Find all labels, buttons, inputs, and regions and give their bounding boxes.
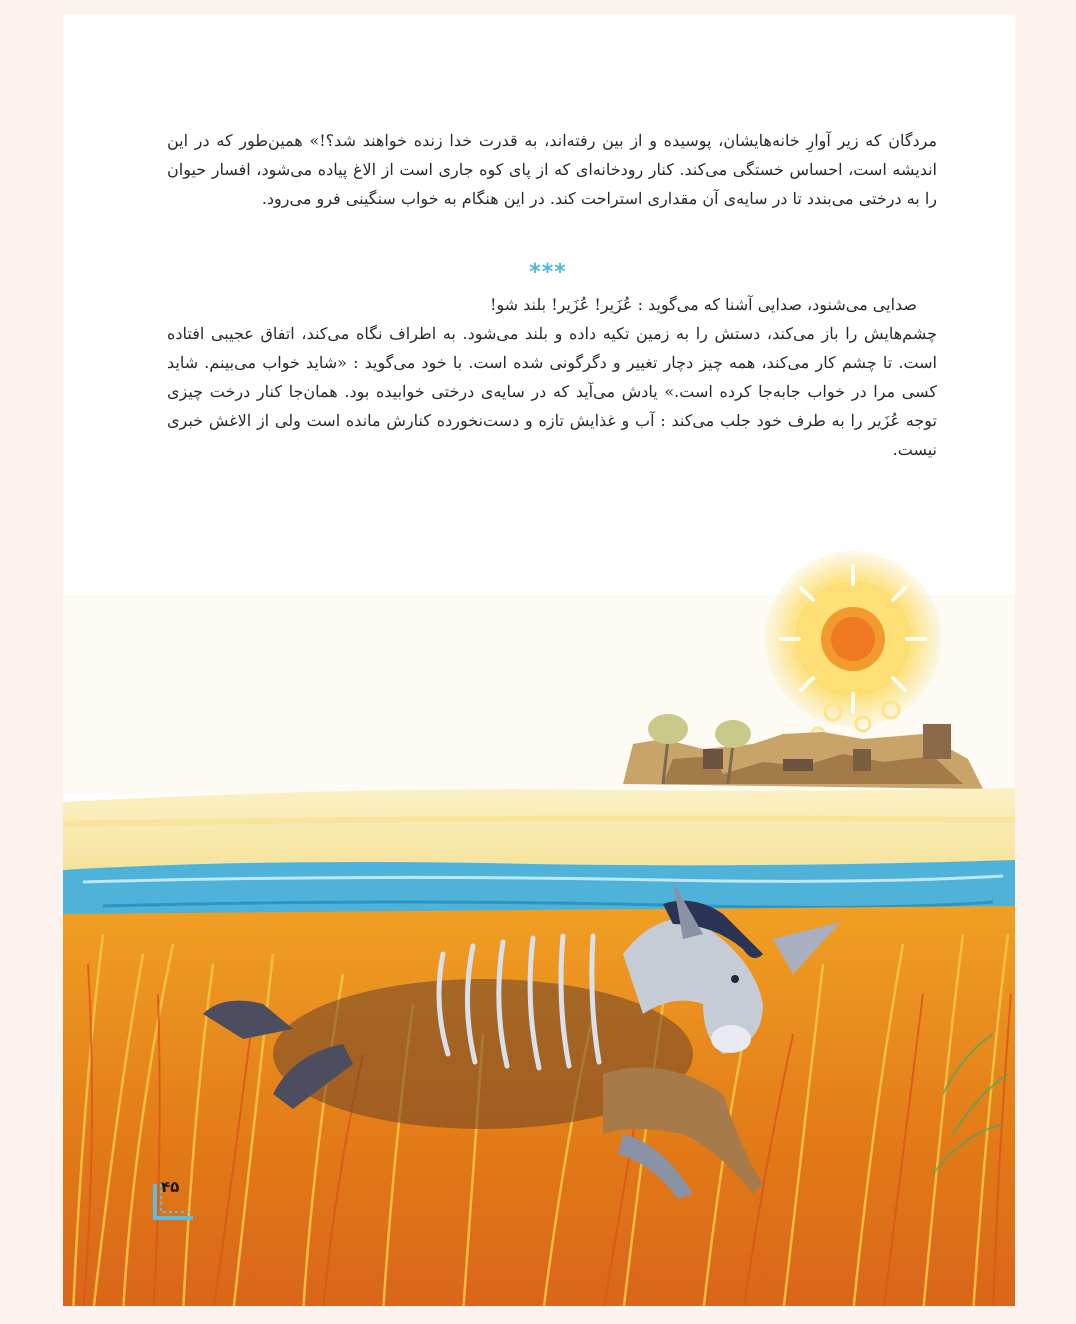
book-page — [63, 14, 1015, 1306]
paragraph-1-text: مردگان که زیر آوارِ خانه‌هایشان، پوسیده و از بین رفته‌اند، به قدرت خدا زنده خواهند شد؟!» همین‌طور که در این اندیشه است، احساس خستگی می‌کند. کنار رودخانه‌ای که از پای کوه جاری است از الاغ پیاده می‌شود، افسار حیوان را به درختی می‌بندد تا در سایه‌ی آن مقداری استراحت کند. در این هنگام به خواب سنگینی فرو می‌رود. — [167, 131, 938, 208]
section-separator: *** — [529, 260, 567, 285]
story-paragraph-1 — [167, 126, 937, 213]
story-paragraph-2 — [167, 290, 937, 464]
illustration-donkey-skeleton — [63, 534, 1015, 1306]
page-number-badge — [153, 1176, 197, 1220]
paragraph-2-first-line: صدایی می‌شنود، صدایی آشنا که می‌گوید : عُزَیر! عُزَیر! بلند شو! — [489, 295, 917, 314]
paragraph-2-text: چشم‌هایش را باز می‌کند، دستش را به زمین تکیه داده و بلند می‌شود. به اطراف نگاه می‌کند، اتفاق عجیبی افتاده است. تا چشم کار می‌کند، همه چیز دچار تغییر و دگرگونی شده است. با خود می‌گوید : «شاید خواب می‌بینم. شاید کسی مرا در خواب جابه‌جا کرده است.» یادش می‌آید که در سایه‌ی درختی خوابیده بود. همان‌جا کنار درخت چیزی توجه عُزَیر را به طرف خود جلب می‌کند : آب و غذایش تازه و دست‌نخورده کنارش مانده است ولی از الاغش خبری نیست. — [167, 324, 938, 459]
page-number: ۴۵ — [161, 1178, 180, 1196]
